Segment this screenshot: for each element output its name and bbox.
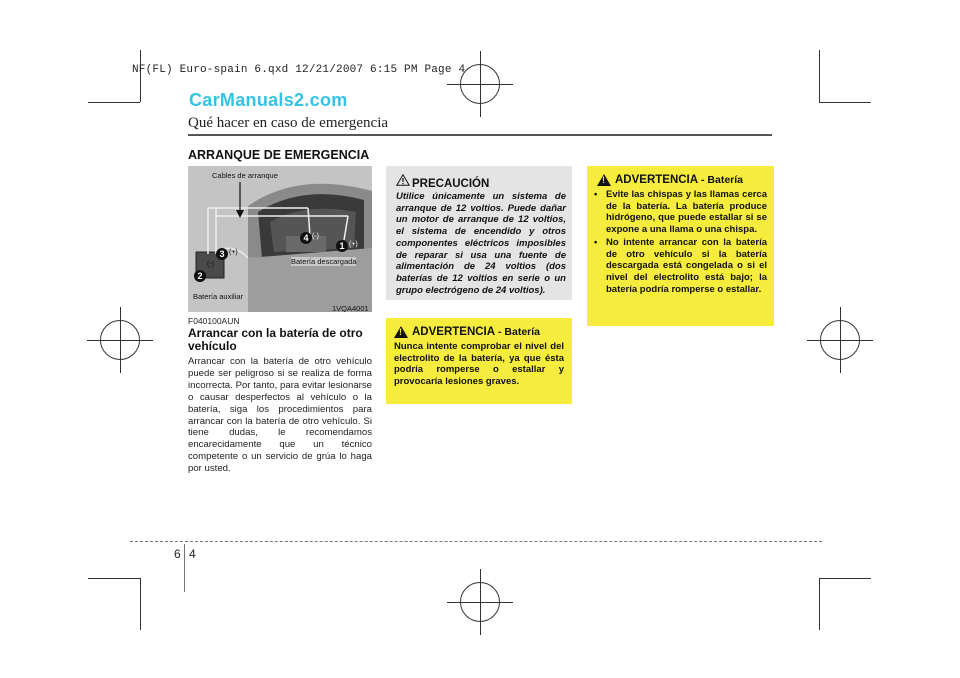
- callout-4: 4: [300, 232, 312, 244]
- crop-mark: [140, 578, 141, 630]
- warning-list-item: • Evite las chispas y las llamas cerca de la batería. La batería produce hidrógeno, que puede estallar si se expone a una llama o una chispa.: [594, 189, 767, 236]
- print-slug: NF(FL) Euro-spain 6.qxd 12/21/2007 6:15 PM Page 4: [132, 64, 466, 76]
- header-rule: [188, 134, 772, 136]
- crop-mark: [819, 578, 871, 579]
- warning-triangle-icon: [597, 174, 611, 186]
- section-title: ARRANQUE DE EMERGENCIA: [188, 148, 370, 162]
- jump-start-figure: [188, 166, 372, 312]
- sign-minus-right: (-): [312, 233, 319, 240]
- warning-title-row: [615, 174, 743, 186]
- figure-code: 1VQA4001: [332, 304, 369, 312]
- figure-reference-code: F040100AUN: [188, 316, 240, 326]
- warning-list-wrap: [594, 189, 767, 296]
- page-number-divider: [184, 544, 185, 592]
- registration-mark-bottom: [460, 582, 500, 622]
- warning-subtitle: - Batería: [495, 326, 540, 338]
- car-trunk-illustration: [188, 166, 372, 312]
- warning-subtitle: - Batería: [698, 174, 743, 186]
- caution-box: [386, 166, 572, 300]
- chapter-number: 6: [174, 547, 181, 561]
- crop-mark: [88, 102, 140, 103]
- page-number: 4: [189, 547, 196, 561]
- caution-title: PRECAUCIÓN: [412, 178, 490, 190]
- sign-plus-right: (+): [349, 241, 358, 248]
- caution-triangle-icon: [396, 174, 410, 186]
- warning-title: ADVERTENCIA: [412, 326, 496, 338]
- registration-mark-right: [820, 320, 860, 360]
- registration-mark-top: [460, 64, 500, 104]
- crop-mark: [140, 50, 141, 102]
- warning-title-row: [412, 326, 540, 338]
- footer-rule: [130, 541, 822, 542]
- callout-1: 1: [336, 240, 348, 252]
- sign-minus-left: (-): [207, 261, 214, 268]
- body-paragraph: Arrancar con la batería de otro vehículo puede ser peligroso si se realiza de forma incorrecta. Por tanto, para evitar lesionarse o causar desperfectos al vehículo o la batería, siga los procedimientos para arrancar con la batería de otro vehículo. Si tiene dudas, le recomendamos encarecidamente que un técnico competente o un servicio de grúa lo haga por usted.: [188, 356, 372, 475]
- warning-list-item: • No intente arrancar con la batería de otro vehículo si la batería descargada está congelada o si el nivel del electrolito está bajo; la batería podría romperse o estallar.: [594, 237, 767, 296]
- crop-mark: [819, 50, 820, 102]
- watermark-link[interactable]: CarManuals2.com: [189, 90, 348, 110]
- label-aux-battery: Batería auxiliar: [193, 292, 244, 301]
- warning-text: Nunca intente comprobar el nivel del electrolito de la batería, ya que ésta podría romperse o estallar y provocaría lesiones graves.: [394, 341, 564, 388]
- warning-box-sparks: [587, 166, 774, 326]
- running-head: Qué hacer en caso de emergencia: [188, 115, 389, 131]
- label-jumper-cables: Cables de arranque: [212, 171, 278, 180]
- sign-plus-left: (+): [229, 249, 238, 256]
- caution-text: Utilice únicamente un sistema de arranque de 12 voltios. Puede dañar un motor de arranque de 12 voltios, el sistema de encendido y otros componentes eléctricos imposibles de reparar si usa una fuente de alimentación de 24 voltios (dos baterías de 12 voltios en serie o un grupo electrógeno de 24 voltios).: [396, 191, 566, 296]
- label-discharged-battery: Batería descargada: [291, 257, 357, 266]
- warning-triangle-icon: [394, 326, 408, 338]
- registration-mark-left: [100, 320, 140, 360]
- callout-2: 2: [194, 270, 206, 282]
- crop-mark: [88, 578, 140, 579]
- subheading: Arrancar con la batería de otro vehículo: [188, 326, 363, 353]
- crop-mark: [819, 578, 820, 630]
- warning-list: [594, 189, 767, 295]
- crop-mark: [819, 102, 871, 103]
- warning-box-electrolyte: [386, 318, 572, 404]
- callout-3: 3: [216, 248, 228, 260]
- warning-title: ADVERTENCIA: [615, 174, 699, 186]
